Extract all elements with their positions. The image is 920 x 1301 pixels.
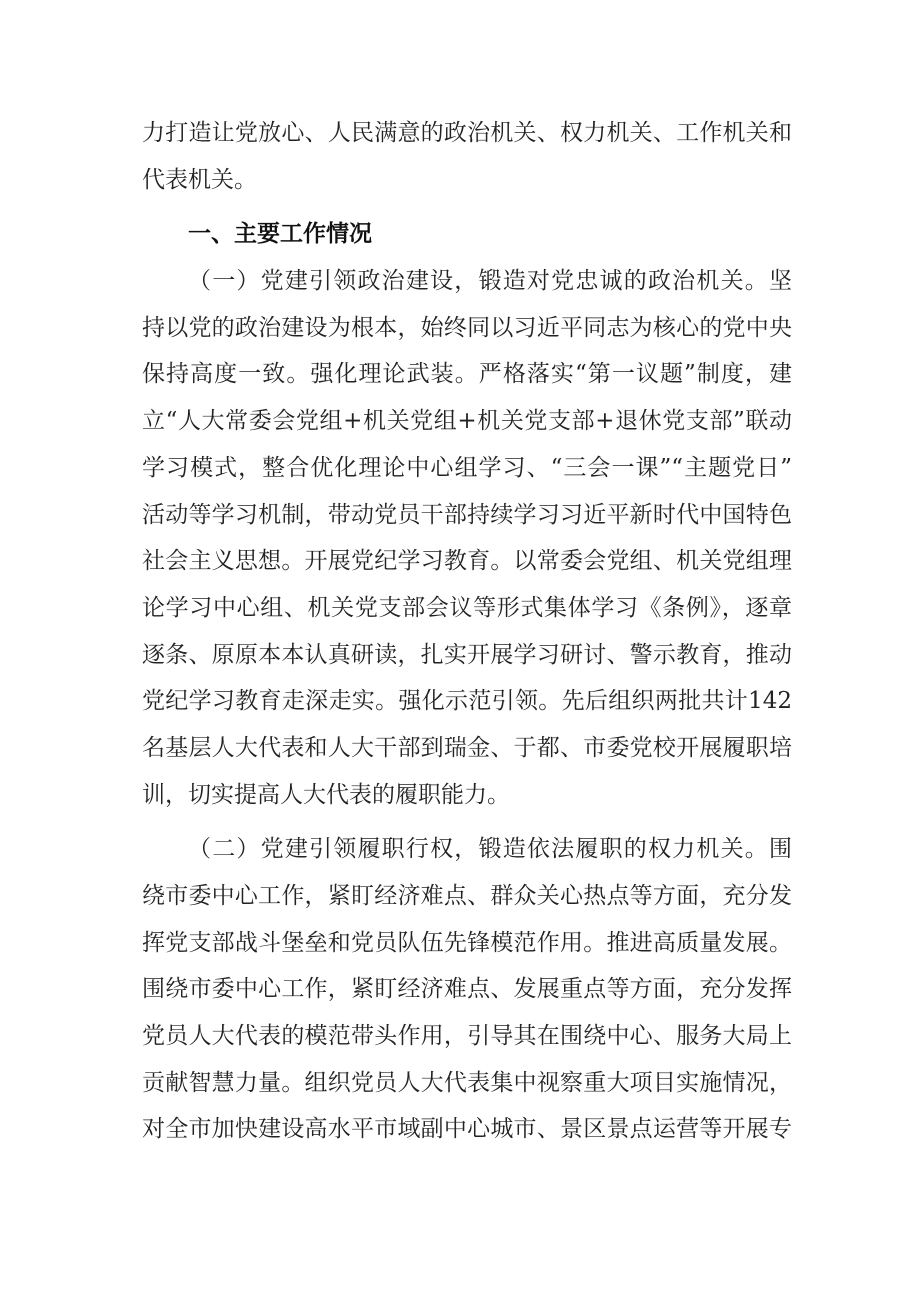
text-line: 党纪学习教育走深走实。强化示范引领。先后组织两批共计142: [142, 688, 792, 715]
text-line: 活动等学习机制，带动党员干部持续学习习近平新时代中国特色: [142, 501, 792, 528]
document-body: [142, 110, 792, 1153]
text-line: 名基层人大代表和人大干部到瑞金、于都、市委党校开展履职培: [142, 734, 792, 761]
text-line: 论学习中心组、机关党支部会议等形式集体学习《条例》，逐章: [142, 594, 792, 621]
text-line: 围绕市委中心工作，紧盯经济难点、发展重点等方面，充分发挥: [142, 976, 792, 1003]
spacer: [142, 818, 792, 826]
text-line: 力打造让党放心、人民满意的政治机关、权力机关、工作机关和: [142, 120, 792, 146]
text-line: 学习模式，整合优化理论中心组学习、“三会一课”“主题党日”: [142, 454, 792, 481]
text-line: 持以党的政治建设为根本，始终同以习近平同志为核心的党中央: [142, 314, 792, 341]
text-line: （一）党建引领政治建设，锻造对党忠诚的政治机关。坚: [188, 268, 792, 295]
text-line: 贡献智慧力量。组织党员人大代表集中视察重大项目实施情况，: [142, 1069, 792, 1096]
paragraph-party-building-politics: [142, 258, 792, 818]
spacer: [142, 203, 792, 211]
intro-paragraph: [142, 110, 792, 203]
text-line: 社会主义思想。开展党纪学习教育。以常委会党组、机关党组理: [142, 548, 792, 575]
text-line: 训，切实提高人大代表的履职能力。: [142, 781, 510, 808]
text-line: 保持高度一致。强化理论武装。严格落实“第一议题”制度，建: [142, 361, 792, 388]
text-line: 挥党支部战斗堡垒和党员队伍先锋模范作用。推进高质量发展。: [142, 929, 792, 956]
text-line: 立“人大常委会党组+机关党组+机关党支部+退休党支部”联动: [142, 408, 792, 435]
text-line: 绕市委中心工作，紧盯经济难点、群众关心热点等方面，充分发: [142, 883, 792, 909]
text-line: 逐条、原原本本认真研读，扎实开展学习研讨、警示教育，推动: [142, 641, 792, 668]
section-heading: 一、主要工作情况: [188, 221, 372, 248]
text-line: 党员人大代表的模范带头作用，引导其在围绕中心、服务大局上: [142, 1023, 792, 1050]
paragraph-party-building-duties: [142, 826, 792, 1153]
text-line: 代表机关。: [142, 166, 257, 193]
text-line: 对全市加快建设高水平市域副中心城市、景区景点运营等开展专: [142, 1116, 792, 1143]
text-line: （二）党建引领履职行权，锻造依法履职的权力机关。围: [188, 836, 792, 863]
